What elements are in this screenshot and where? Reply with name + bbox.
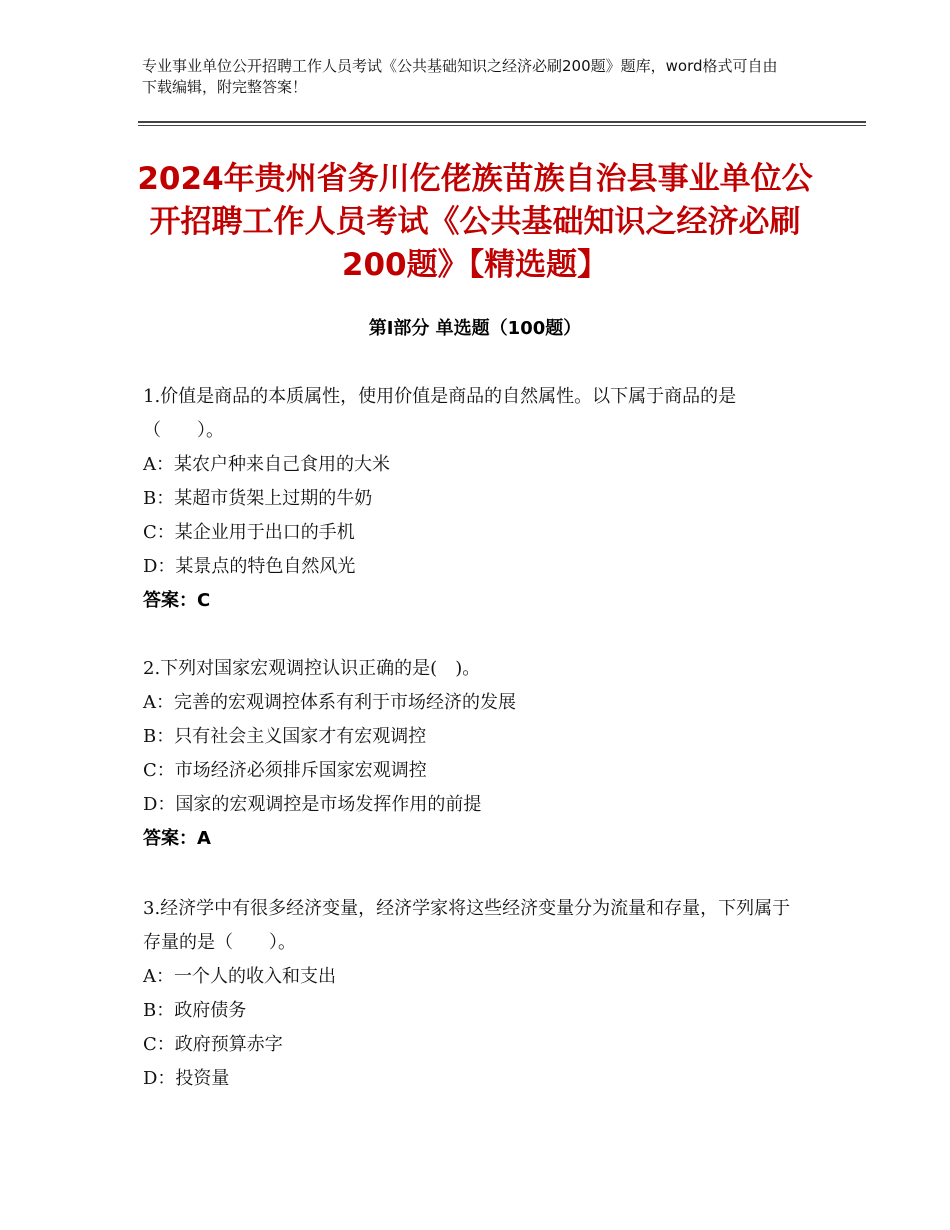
question-3 bbox=[143, 892, 808, 1096]
document-title: 2024年贵州省务川仡佬族苗族自治县事业单位公开招聘工作人员考试《公共基础知识之经济必刷200题》【精选题】 bbox=[137, 161, 813, 283]
option-d: D：国家的宏观调控是市场发挥作用的前提 bbox=[143, 794, 482, 815]
header-rule-thick bbox=[138, 121, 866, 123]
option-a: A：某农户种来自己食用的大米 bbox=[143, 454, 390, 475]
option-d: D：投资量 bbox=[143, 1068, 230, 1089]
question-stem: 1.价值是商品的本质属性，使用价值是商品的自然属性。以下属于商品的是（ ）。 bbox=[143, 386, 737, 441]
question-1 bbox=[143, 380, 808, 618]
question-stem: 2.下列对国家宏观调控认识正确的是( )。 bbox=[143, 658, 481, 679]
header-note: 专业事业单位公开招聘工作人员考试《公共基础知识之经济必刷200题》题库，word格式可自由下载编辑，附完整答案！ bbox=[142, 57, 778, 96]
option-c: C：某企业用于出口的手机 bbox=[143, 522, 355, 543]
option-c: C：市场经济必须排斥国家宏观调控 bbox=[143, 760, 427, 781]
answer: 答案：A bbox=[143, 828, 211, 849]
question-stem: 3.经济学中有很多经济变量，经济学家将这些经济变量分为流量和存量，下列属于存量的是（ ）。 bbox=[143, 898, 791, 953]
answer: 答案：C bbox=[143, 590, 211, 611]
section-heading: 第Ⅰ部分 单选题（100题） bbox=[368, 318, 582, 339]
option-b: B：政府债务 bbox=[143, 1000, 247, 1021]
option-b: B：只有社会主义国家才有宏观调控 bbox=[143, 726, 427, 747]
option-c: C：政府预算赤字 bbox=[143, 1034, 283, 1055]
option-a: A：完善的宏观调控体系有利于市场经济的发展 bbox=[143, 692, 516, 713]
option-b: B：某超市货架上过期的牛奶 bbox=[143, 488, 373, 509]
question-2 bbox=[143, 652, 808, 856]
option-d: D：某景点的特色自然风光 bbox=[143, 556, 356, 577]
header-rule-thin bbox=[138, 125, 866, 126]
option-a: A：一个人的收入和支出 bbox=[143, 966, 336, 987]
